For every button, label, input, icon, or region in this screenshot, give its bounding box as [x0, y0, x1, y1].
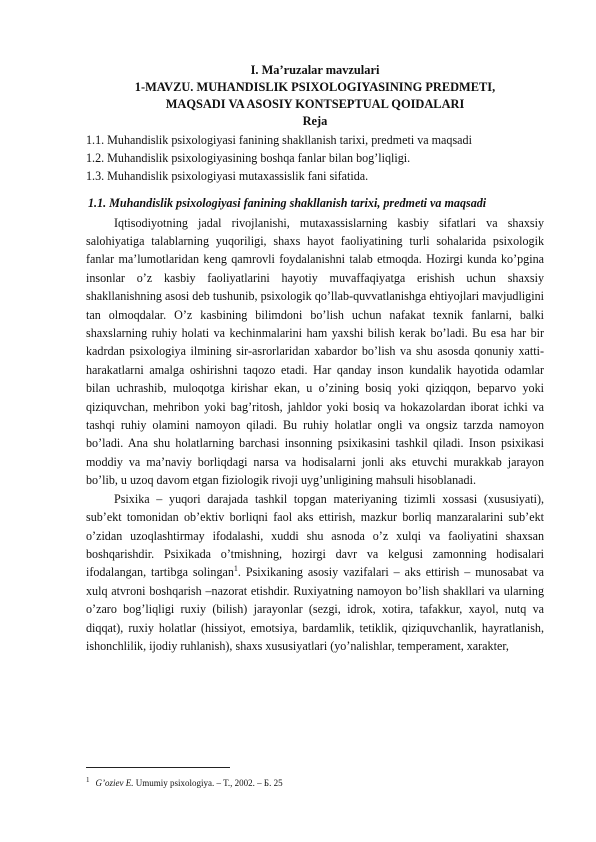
- plan-item: 1.2. Muhandislik psixologiyasining boshqa fanlar bilan bog’liqligi.: [86, 151, 411, 166]
- paragraph-text: . Psixikaning asosiy vazifalari – aks ettirish – munosabat va xulq atvroni boshqarish –nazorat etishdir. Ruxiyatning namoyon bo’lish shakllari va ularning o’zaro bog’liqligi ruxiy (bilish) jarayonlar (sezgi, idrok, xotira, tafakkur, xayol, nutq va diqqat), ruxiy holatlar (hissiyot, emotsiya, bardamlik, tetiklik, qiziquvchanlik, hayratlanish, ishonchlilik, ijodiy ruhlanish), shaxs xususiyatlari (yo’nalishlar, temperament, xarakter,: [86, 565, 544, 653]
- footnote-author: G’oziev E.: [95, 778, 134, 788]
- footnote: [86, 774, 544, 789]
- footnote-text: Umumiy psixologiya. – T., 2002. – Б. 25: [133, 778, 283, 788]
- body-paragraph: [86, 490, 544, 656]
- section-title: 1.1. Muhandislik psixologiyasi fanining shakllanish tarixi, predmeti va maqsadi: [88, 195, 487, 210]
- topic-title-line-2: MAQSADI VA ASOSIY KONTSEPTUAL QOIDALARI: [165, 97, 465, 111]
- plan-item: 1.3. Muhandislik psixologiyasi mutaxassislik fani sifatida.: [86, 169, 369, 184]
- lectures-title: I. Ma’ruzalar mavzulari: [250, 63, 380, 77]
- footnote-divider: [86, 767, 230, 768]
- paragraph-text: Psixika – yuqori darajada tashkil topgan materiyaning tizimli xossasi (xususiyati), sub’ekt tomonidan ob’ektiv borliqni faol aks ettirish, mazkur borliq manzaralarini sub’ekt o’zidan uzoqlashtirmay ifodalashi, xuddi shu asnoda o’z xulqi va faoliyatini shaxsan boshqarishdir. Psixikada o’tmishning, hozirgi davr va kelgusi zamonning hodisalari ifodalangan, tartibga solingan: [86, 491, 544, 580]
- body-paragraph: Iqtisodiyotning jadal rivojlanishi, mutaxassislarning kasbiy sifatlari va shaxsiy salohiyatiga talablarning yuqoriligi, shaxs hayot faoliyatining turli sohalarida psixologik fanlar ma’lumotlaridan keng qamrovli foydalanishni talab etmoqda. Hozirgi kunda ko’pgina insonlar o’z kasbiy faoliyatlarini hayotiy muvaffaqiyatga erishish uchun shaxsiy shakllanishning asosi deb tushunib, psixologik qo’llab-quvvatlanishga ehtiyojlari mavjudligini tan olmoqdalar. O’z kasbining bilimdoni bo’lish uchun nafakat texnik fanlarni, balki shaxslarning ruhiy holati va kechinmalarini ham yaxshi bilish kerak bo’ladi. Bu esa har bir kadrdan psixologiya ilmining sir-asrorlaridan xabardor bo’lish va shu asosda qonuniy xatti-harakatlarni amalga oshirishni taqozo etadi. Har qanday inson kundalik hayotida odamlar bilan uchrashib, muloqotga kirishar ekan, u o’zining bosiq yoki qiziqqon, beparvo yoki qiziquvchan, mehribon yoki bag’ritosh, jahldor yoki bosiq va hokazolardan iborat ichki va tashqi ruhiy olamini namoyon qiladi. Bu ruhiy holatlar ongli va ongsiz tarzda namoyon bo’ladi. Ana shu holatlarning barchasi insonning psixikasini tashkil qiladi. Inson psixikasi moddiy va ma’naviy borliqdagi narsa va hodisalarni jonli aks etuvchi murakkab jarayon bo’lib, u uzoq davom etgan fiziologik rivoji uyg’unligining mahsuli hisoblanadi.: [86, 215, 544, 488]
- footnote-number: 1: [86, 776, 90, 784]
- plan-heading: Reja: [302, 114, 328, 128]
- plan-list: [86, 131, 544, 186]
- plan-item: 1.1. Muhandislik psixologiyasi fanining shakllanish tarixi, predmeti va maqsadi: [86, 133, 472, 147]
- topic-title-line-1: 1-MAVZU. MUHANDISLIK PSIXOLOGIYASINING PREDMETI,: [134, 80, 496, 94]
- footnote-reference[interactable]: 1: [233, 564, 238, 574]
- document-page: [86, 62, 544, 655]
